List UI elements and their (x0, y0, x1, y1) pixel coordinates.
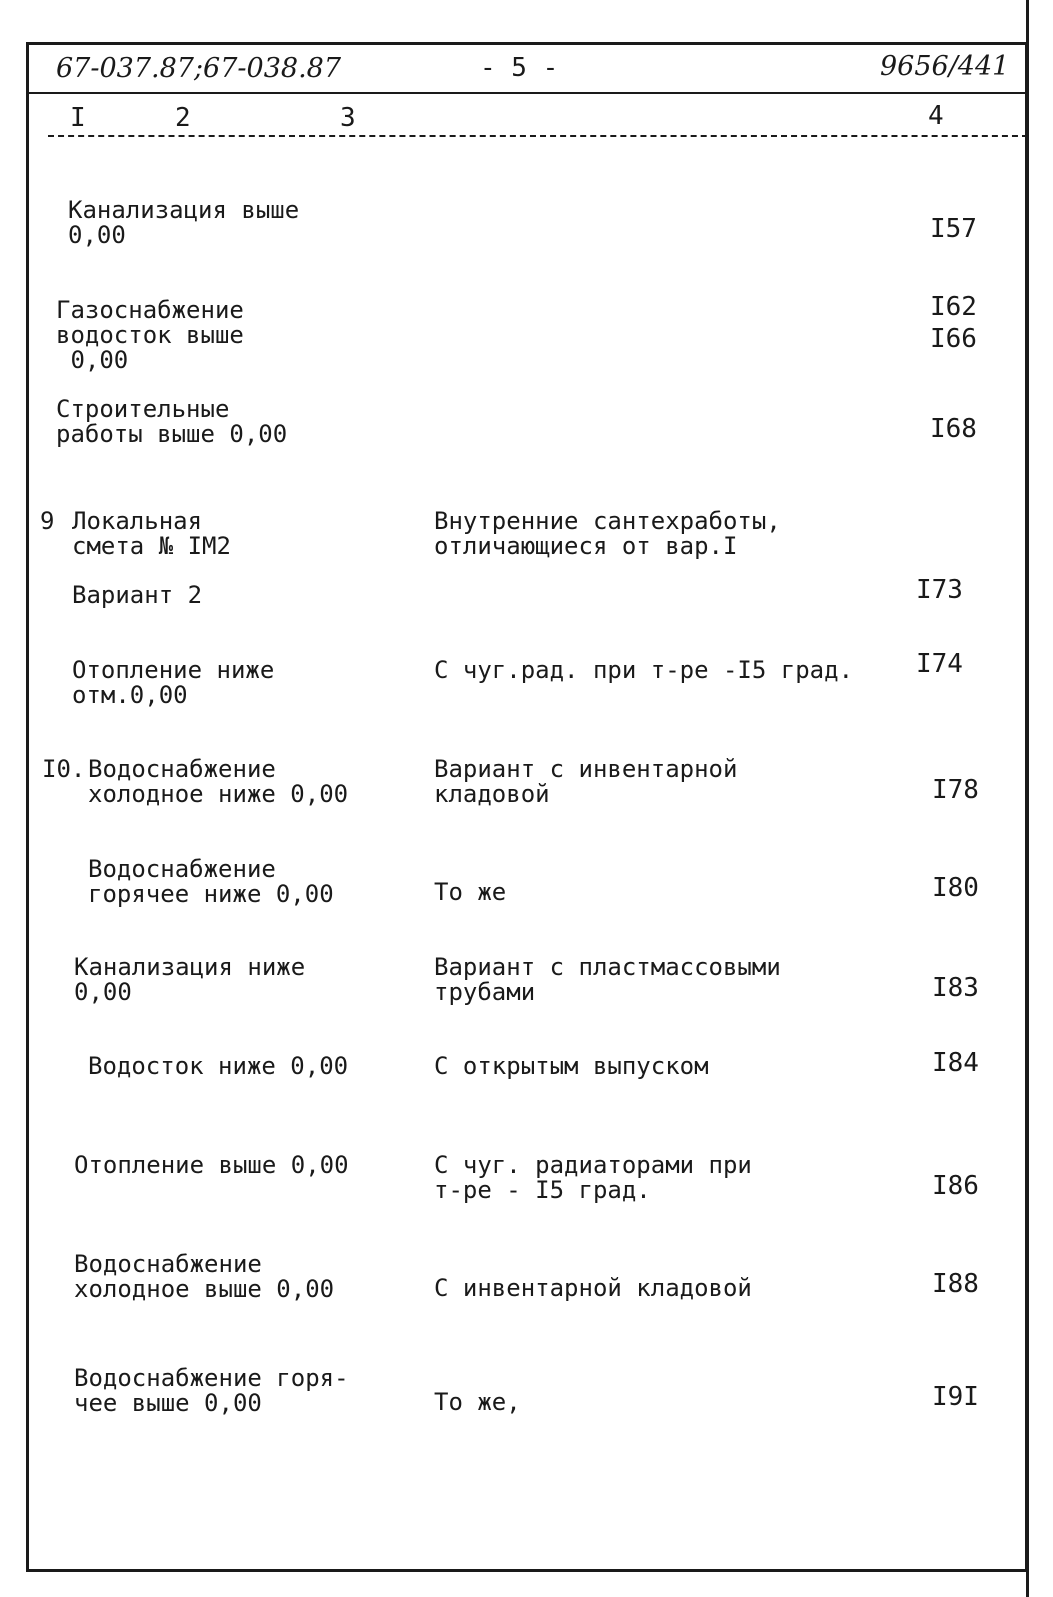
row-page: I73 (916, 575, 963, 605)
row-name: Вариант 2 (72, 581, 203, 609)
row-description: С чуг. радиаторами при т-ре - I5 град. (434, 1151, 752, 1204)
row-description: То же, (434, 1388, 521, 1416)
page-number: - 5 - (480, 53, 559, 83)
row-name: Канализация выше 0,00 (68, 196, 300, 249)
row-page: I68 (930, 414, 977, 444)
archive-number: 9656/441 (880, 51, 1010, 82)
document-code: 67-037.87;67-038.87 (56, 53, 342, 84)
column-2-header: 2 (175, 103, 191, 133)
row-page: I57 (930, 214, 977, 244)
row-description: С чуг.рад. при т-ре -I5 град. (434, 656, 854, 684)
row-description: То же (434, 878, 507, 906)
row-name: Отопление ниже отм.0,00 (72, 656, 275, 709)
row-page: I9I (932, 1382, 979, 1412)
row-page: I86 (932, 1171, 979, 1201)
row-name: Локальная смета № IМ2 (72, 507, 231, 560)
row-name: Газоснабжение водосток выше 0,00 (56, 296, 244, 374)
row-description: С инвентарной кладовой (434, 1274, 752, 1302)
column-1-header: I (70, 103, 86, 133)
row-page: I62 I66 (930, 292, 977, 354)
column-header-divider (48, 135, 1028, 137)
column-3-header: 3 (340, 103, 356, 133)
row-name: Водоснабжение горя- чее выше 0,00 (74, 1364, 349, 1417)
row-page: I88 (932, 1269, 979, 1299)
row-page: I80 (932, 873, 979, 903)
row-description: С открытым выпуском (434, 1052, 709, 1080)
row-name: Водоснабжение холодное выше 0,00 (74, 1250, 335, 1303)
row-description: Вариант с инвентарной кладовой (434, 755, 738, 808)
column-4-header: 4 (928, 101, 944, 131)
row-description: Вариант с пластмассовыми трубами (434, 953, 781, 1006)
row-page: I78 (932, 775, 979, 805)
row-description: Внутренние сантехработы, отличающиеся от вар.I (434, 507, 781, 560)
row-number: 9 (40, 507, 55, 535)
row-name: Водоснабжение горячее ниже 0,00 (88, 855, 334, 908)
row-name: Водосток ниже 0,00 (88, 1052, 349, 1080)
row-name: Канализация ниже 0,00 (74, 953, 306, 1006)
row-name: Строительные работы выше 0,00 (56, 395, 288, 448)
row-page: I74 (916, 649, 963, 679)
row-number: I0. (42, 755, 86, 783)
row-page: I84 (932, 1048, 979, 1078)
row-name: Отопление выше 0,00 (74, 1151, 349, 1179)
row-page: I83 (932, 973, 979, 1003)
header-divider (26, 92, 1028, 94)
row-name: Водоснабжение холодное ниже 0,00 (88, 755, 349, 808)
